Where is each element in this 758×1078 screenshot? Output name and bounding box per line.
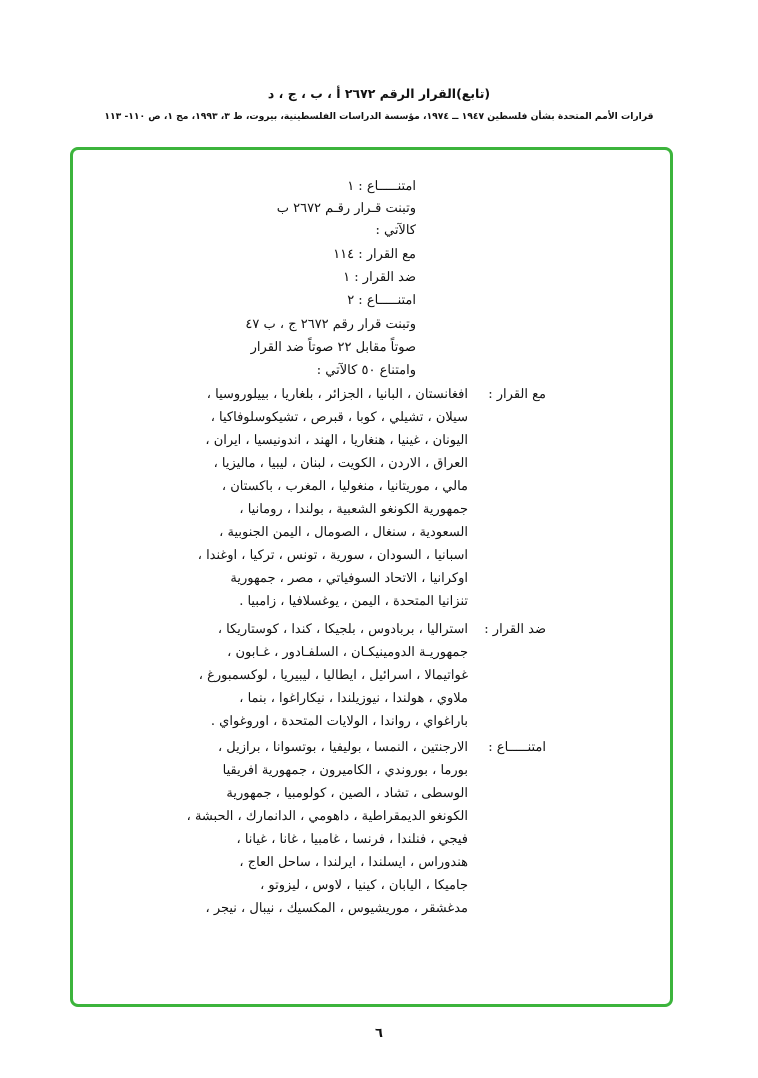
country-line: الكونغو الديمقراطية ، داهومي ، الدانمارك ، الحبشة ،: [186, 809, 468, 824]
text-line: امتنـــــاع : ٢: [347, 293, 416, 308]
text-line: مع القرار : ١١٤: [333, 247, 416, 262]
page-title: (تابع)القرار الرقم ٢٦٧٢ أ ، ب ، ج ، د: [267, 86, 491, 101]
country-line: سيلان ، تشيلي ، كوبا ، قبرص ، تشيكوسلوفاكيا ،: [210, 410, 468, 425]
country-line: مالي ، موريتانيا ، منغوليا ، المغرب ، باكستان ،: [221, 479, 468, 494]
country-line: السعودية ، سنغال ، الصومال ، اليمن الجنوبية ،: [219, 525, 468, 540]
country-line: جاميكا ، اليابان ، كينيا ، لاوس ، ليزوتو ،: [260, 878, 468, 893]
text-line: امتنـــــاع : ١: [347, 179, 416, 194]
text-line: وامتناع ٥٠ كالآتي :: [316, 363, 416, 378]
text-line: صوتاً مقابل ٢٢ صوتاً ضد القرار: [250, 340, 416, 355]
source-citation: قرارات الأمم المتحدة بشأن فلسطين ١٩٤٧ ــ ١٩٧٤، مؤسسة الدراسات الفلسطينية، بيروت، ط ٣، ١٩٩٣، مج ١، ص ١١٠- ١١٣: [104, 111, 654, 122]
vote-label-abstain: امتنـــــاع :: [488, 740, 546, 755]
country-line: اليونان ، غينيا ، هنغاريا ، الهند ، اندونيسيا ، ايران ،: [205, 433, 468, 448]
country-line: باراغواي ، رواندا ، الولايات المتحدة ، اوروغواي .: [210, 714, 468, 729]
country-line: افغانستان ، البانيا ، الجزائر ، بلغاريا ، بييلوروسيا ،: [206, 387, 468, 402]
country-line: ملاوي ، هولندا ، نيوزيلندا ، نيكاراغوا ، بنما ،: [239, 691, 468, 706]
country-line: الارجنتين ، النمسا ، بوليفيا ، بوتسوانا ، برازيل ،: [217, 740, 468, 755]
country-line: العراق ، الاردن ، الكويت ، لبنان ، ليبيا ، ماليزيا ،: [213, 456, 468, 471]
page-number: ٦: [375, 1026, 383, 1041]
country-line: جمهوريـة الدومينيكـان ، السلفـادور ، غـابون ،: [227, 645, 468, 660]
country-line: اوكرانيا ، الاتحاد السوفياتي ، مصر ، جمهورية: [230, 571, 468, 586]
country-line: فيجي ، فنلندا ، فرنسا ، غامبيا ، غانا ، غيانا ،: [236, 832, 468, 847]
country-line: استراليا ، بربادوس ، بلجيكا ، كندا ، كوستاريكا ،: [217, 622, 468, 637]
vote-label-for: مع القرار :: [488, 387, 546, 402]
country-line: الوسطى ، تشاد ، الصين ، كولومبيا ، جمهورية: [226, 786, 468, 801]
text-line: وتبنت قرار رقم ٢٦٧٢ ج ، ب ٤٧: [245, 317, 416, 332]
country-line: بورما ، بوروندي ، الكاميرون ، جمهورية افريقيا: [222, 763, 468, 778]
vote-label-against: ضد القرار :: [484, 622, 546, 637]
text-line: ضد القرار : ١: [343, 270, 416, 285]
country-line: جمهورية الكونغو الشعبية ، بولندا ، رومانيا ،: [239, 502, 468, 517]
text-line: وتبنت قـرار رقـم ٢٦٧٢ ب: [276, 201, 416, 216]
text-line: كالآتي :: [375, 223, 416, 238]
country-line: غواتيمالا ، اسرائيل ، ايطاليا ، ليبيريا ، لوكسمبورغ ،: [198, 668, 468, 683]
country-line: مدغشقر ، موريشيوس ، المكسيك ، نيبال ، نيجر ،: [205, 901, 468, 916]
country-line: اسبانيا ، السودان ، سورية ، تونس ، تركيا ، اوغندا ،: [197, 548, 468, 563]
country-line: تنزانيا المتحدة ، اليمن ، يوغسلافيا ، زامبيا .: [239, 594, 468, 609]
country-line: هندوراس ، ايسلندا ، ايرلندا ، ساحل العاج ،: [239, 855, 468, 870]
